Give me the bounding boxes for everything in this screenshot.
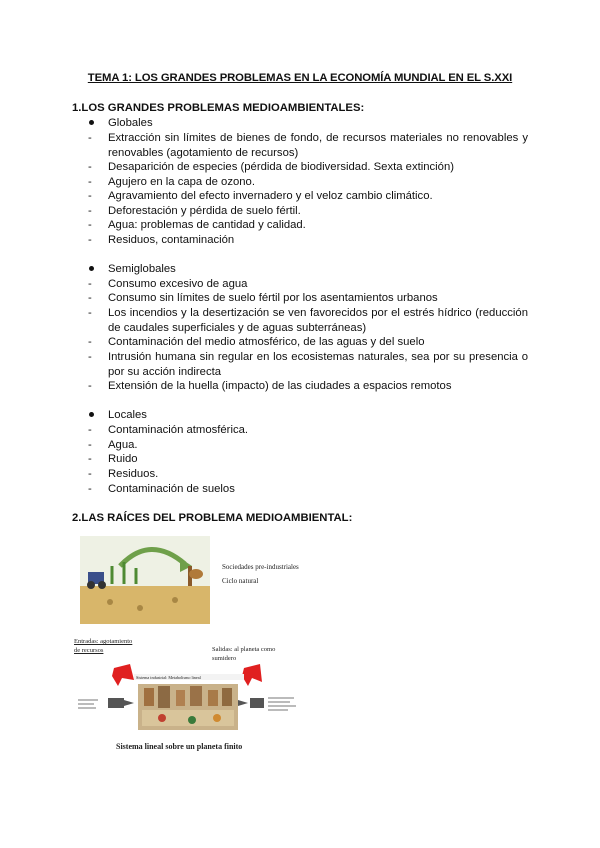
list-item: - Contaminación atmosférica. <box>88 424 249 436</box>
bullet-icon <box>89 120 94 125</box>
figure-label-outputs: Salidas: al planeta como sumidero <box>212 646 276 662</box>
group-label-globales: Globales <box>88 116 528 131</box>
list-item: - Contaminación de suelos <box>88 483 235 495</box>
red-arrow-out-icon <box>242 664 262 686</box>
bullet-icon <box>89 266 94 271</box>
list-item: - Consumo sin límites de suelo fértil por los asentamientos urbanos <box>88 292 438 304</box>
list-item: - Los incendios y la desertización se ven favorecidos por el estrés hídrico (reducción de caudales superficiales y de aguas subterráneas) <box>88 307 528 334</box>
figure-caption-linear-system: Sistema lineal sobre un planeta finito <box>116 742 243 751</box>
linear-system-illustration <box>72 664 302 734</box>
svg-text:Sistema industrial: Metabolism: Sistema industrial: Metabolismo lineal <box>136 675 201 680</box>
figure-caption-preindustrial: Sociedades pre-industriales <box>222 563 299 571</box>
group-label-semiglobales: Semiglobales <box>88 262 528 277</box>
list-item: - Residuos. <box>88 468 159 480</box>
group-label-locales: Locales <box>88 408 528 423</box>
section-heading-1: 1.LOS GRANDES PROBLEMAS MEDIOAMBIENTALES: <box>72 102 365 114</box>
list-item: - Agravamiento del efecto invernadero y el veloz cambio climático. <box>88 190 433 202</box>
list-item: - Consumo excesivo de agua <box>88 278 248 290</box>
figure-label-inputs: Entradas: agotamiento de recursos <box>74 638 133 654</box>
natural-cycle-illustration <box>80 536 210 624</box>
list-item: - Extensión de la huella (impacto) de las ciudades a espacios remotos <box>88 380 452 392</box>
list-item: - Agua: problemas de cantidad y calidad. <box>88 219 306 231</box>
red-arrow-in-icon <box>112 664 134 686</box>
list-item: - Extracción sin límites de bienes de fondo, de recursos materiales no renovables y renovables (agotamiento de recursos) <box>88 132 528 159</box>
list-item: - Contaminación del medio atmosférico, de las aguas y del suelo <box>88 336 425 348</box>
list-item: - Desaparición de especies (pérdida de biodiversidad. Sexta extinción) <box>88 161 455 173</box>
bullet-icon <box>89 412 94 417</box>
page-title: TEMA 1: LOS GRANDES PROBLEMAS EN LA ECONOMÍA MUNDIAL EN EL S.XXI <box>87 72 513 84</box>
list-item: - Agujero en la capa de ozono. <box>88 176 255 188</box>
list-item: - Deforestación y pérdida de suelo fértil. <box>88 205 301 217</box>
section-heading-2: 2.LAS RAÍCES DEL PROBLEMA MEDIOAMBIENTAL: <box>72 512 353 524</box>
list-item: - Intrusión humana sin regular en los ecosistemas naturales, sea por su presencia o por su acción indirecta <box>88 351 528 378</box>
list-item: - Agua. <box>88 439 138 451</box>
figure-caption-natural-cycle: Ciclo natural <box>222 577 259 585</box>
list-item: - Residuos, contaminación <box>88 234 235 246</box>
list-item: - Ruido <box>88 453 138 465</box>
